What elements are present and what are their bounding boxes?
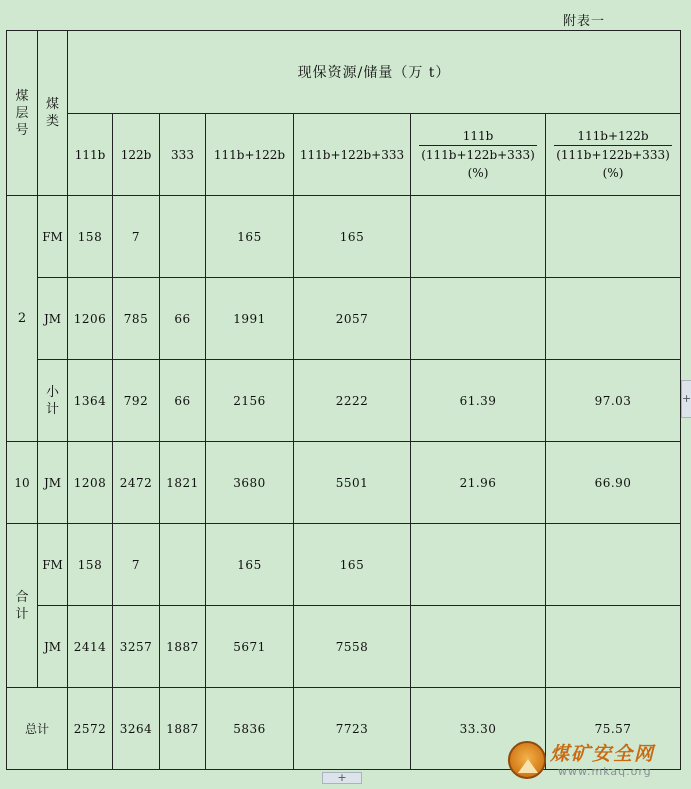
value-sum1: 165 xyxy=(206,524,294,606)
col-header-sum1: 111b+122b xyxy=(206,114,294,196)
logo-name: 煤矿安全网 xyxy=(550,742,656,765)
value-ratio1: 33.30 xyxy=(411,688,546,770)
value-ratio2 xyxy=(546,196,681,278)
value-sum2: 165 xyxy=(294,524,411,606)
value-111b: 158 xyxy=(68,196,113,278)
value-111b: 2414 xyxy=(68,606,113,688)
table-row xyxy=(7,278,681,360)
subtotal-char: 小 xyxy=(45,384,59,400)
value-sum1: 2156 xyxy=(206,360,294,442)
header-seam-cell xyxy=(7,31,38,196)
col-header-sum2: 111b+122b+333 xyxy=(294,114,411,196)
ratio1-numerator: 111b xyxy=(419,127,537,146)
col-header-111b: 111b xyxy=(68,114,113,196)
coal-type-cell: JM xyxy=(38,278,68,360)
value-333: 1821 xyxy=(160,442,206,524)
ratio2-unit: (%) xyxy=(602,166,624,180)
value-111b: 1208 xyxy=(68,442,113,524)
value-122b: 3257 xyxy=(113,606,160,688)
table-row xyxy=(7,360,681,442)
value-sum1: 5671 xyxy=(206,606,294,688)
header-seam-char: 层 xyxy=(15,105,29,121)
table-row xyxy=(7,524,681,606)
table-row xyxy=(7,442,681,524)
header-type-char: 类 xyxy=(45,114,59,129)
reserves-table-container xyxy=(6,30,681,770)
ratio2-denominator: (111b+122b+333) xyxy=(556,148,670,162)
table-caption: 附表一 xyxy=(563,14,606,29)
value-ratio2: 75.57 xyxy=(546,688,681,770)
header-seam-char: 煤 xyxy=(15,88,29,104)
logo-url: www.mkaq.org xyxy=(558,764,652,778)
total-group-char: 计 xyxy=(15,606,29,622)
subtotal-char: 计 xyxy=(45,401,59,417)
table-row xyxy=(7,196,681,278)
col-header-ratio2 xyxy=(546,114,681,196)
value-122b: 792 xyxy=(113,360,160,442)
header-seam-char: 号 xyxy=(15,122,29,138)
value-sum2: 2057 xyxy=(294,278,411,360)
header-type-char: 煤 xyxy=(45,97,59,112)
value-111b: 1206 xyxy=(68,278,113,360)
value-122b: 7 xyxy=(113,524,160,606)
value-333: 66 xyxy=(160,360,206,442)
value-333: 1887 xyxy=(160,606,206,688)
value-ratio1: 21.96 xyxy=(411,442,546,524)
coal-type-cell: FM xyxy=(38,524,68,606)
value-ratio1 xyxy=(411,278,546,360)
value-ratio1 xyxy=(411,524,546,606)
header-type-cell xyxy=(38,31,68,196)
value-122b: 3264 xyxy=(113,688,160,770)
value-ratio1 xyxy=(411,606,546,688)
ratio2-numerator: 111b+122b xyxy=(554,127,672,146)
seam-10-cell: 10 xyxy=(7,442,38,524)
col-header-ratio1 xyxy=(411,114,546,196)
ratio1-unit: (%) xyxy=(467,166,489,180)
value-ratio1 xyxy=(411,196,546,278)
subtotal-cell xyxy=(38,360,68,442)
total-group-char: 合 xyxy=(15,589,29,605)
value-ratio2 xyxy=(546,606,681,688)
col-header-333: 333 xyxy=(160,114,206,196)
coal-type-cell: JM xyxy=(38,442,68,524)
value-111b: 158 xyxy=(68,524,113,606)
value-ratio1: 61.39 xyxy=(411,360,546,442)
value-122b: 7 xyxy=(113,196,160,278)
value-333: 66 xyxy=(160,278,206,360)
coal-type-cell: FM xyxy=(38,196,68,278)
value-sum2: 165 xyxy=(294,196,411,278)
total-group-cell xyxy=(7,524,38,688)
value-sum1: 1991 xyxy=(206,278,294,360)
value-sum2: 5501 xyxy=(294,442,411,524)
logo-badge-icon xyxy=(508,741,546,779)
value-122b: 2472 xyxy=(113,442,160,524)
value-sum1: 5836 xyxy=(206,688,294,770)
header-row-1 xyxy=(7,31,681,114)
value-111b: 2572 xyxy=(68,688,113,770)
value-ratio2: 97.03 xyxy=(546,360,681,442)
col-header-122b: 122b xyxy=(113,114,160,196)
value-ratio2 xyxy=(546,524,681,606)
value-333 xyxy=(160,196,206,278)
value-sum2: 2222 xyxy=(294,360,411,442)
value-sum1: 3680 xyxy=(206,442,294,524)
bottom-expand-handle[interactable]: + xyxy=(322,772,362,784)
value-sum2: 7723 xyxy=(294,688,411,770)
value-333 xyxy=(160,524,206,606)
coal-type-cell: JM xyxy=(38,606,68,688)
value-sum2: 7558 xyxy=(294,606,411,688)
header-row-2 xyxy=(7,114,681,196)
ratio1-denominator: (111b+122b+333) xyxy=(421,148,535,162)
value-sum1: 165 xyxy=(206,196,294,278)
value-333: 1887 xyxy=(160,688,206,770)
value-ratio2: 66.90 xyxy=(546,442,681,524)
watermark-logo xyxy=(508,738,684,782)
grand-total-label: 总计 xyxy=(7,688,68,770)
value-ratio2 xyxy=(546,278,681,360)
value-122b: 785 xyxy=(113,278,160,360)
header-group-title: 现保资源/储量（万 t） xyxy=(68,31,681,114)
seam-2-cell: 2 xyxy=(7,196,38,442)
reserves-table xyxy=(6,30,681,770)
value-111b: 1364 xyxy=(68,360,113,442)
table-row xyxy=(7,606,681,688)
side-expand-handle[interactable]: + xyxy=(681,380,691,418)
